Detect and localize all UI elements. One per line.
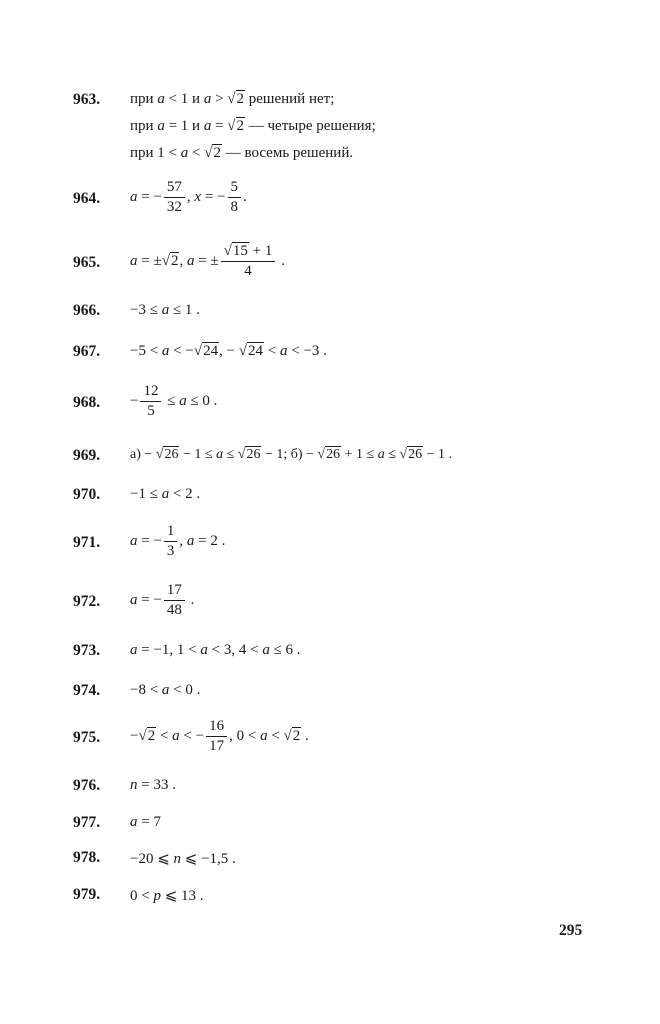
answer-body: a = − $\frac{17}{48}$ . — [130, 582, 195, 618]
problem-number: 966. — [73, 302, 101, 319]
problem-number: 978. — [73, 849, 101, 866]
sqrt: √2 — [161, 252, 179, 269]
problem-number: 976. — [73, 777, 101, 794]
page-number: 295 — [559, 922, 583, 939]
problem-number: 968. — [73, 394, 101, 411]
answer-line-2: при a = 1 и a = √2 — четыре решения; — [130, 115, 376, 138]
problem-number: 972. — [73, 593, 101, 610]
answer-body: a = ±√2, a = ± $\frac{√15 + 1}{4}$ . — [130, 243, 285, 279]
answer-body: a = −1, 1 < a < 3, 4 < a ≤ 6 . — [130, 642, 301, 658]
answer-body: a = 7 — [130, 814, 161, 830]
problem-number: 963. — [73, 91, 101, 108]
answer-body: −√2 < a < − $\frac{16}{17}$ , 0 < a < √2 . — [130, 718, 309, 754]
problem-number: 969. — [73, 447, 101, 464]
sqrt: √2 — [204, 145, 221, 161]
answer-line-3: при 1 < a < √2 — восемь решений. — [130, 142, 376, 165]
sqrt: √24 — [193, 343, 219, 359]
answer-body: −8 < a < 0 . — [130, 682, 201, 698]
sqrt: √26 — [317, 447, 341, 462]
fraction: $\frac{17}{48}$ — [164, 581, 185, 620]
answer-body: −3 ≤ a ≤ 1 . — [130, 302, 200, 318]
fraction: $\frac{12}{5}$ — [140, 382, 161, 421]
answer-body: −1 ≤ a < 2 . — [130, 486, 201, 502]
problem-number: 979. — [73, 886, 101, 903]
sqrt: √26 — [237, 447, 261, 462]
sqrt: √15 — [223, 243, 248, 259]
problem-number: 970. — [73, 486, 101, 503]
sqrt: √2 — [227, 118, 245, 134]
answer-body: а) − √26 − 1 ≤ a ≤ √26 − 1; б) − √26 + 1 ≤ a ≤ √26 − 1 . — [130, 447, 452, 462]
sqrt: √2 — [283, 727, 301, 744]
problem-number: 975. — [73, 729, 101, 746]
sqrt: √26 — [155, 447, 179, 462]
answer-body: n = 33 . — [130, 777, 176, 793]
problem-number: 967. — [73, 343, 101, 360]
answer-body: a = − $\frac{57}{32}$ , x = − $\frac{5}{8}$ . — [130, 179, 247, 215]
answer-body: − $\frac{12}{5}$ ≤ a ≤ 0 . — [130, 383, 218, 419]
problem-number: 971. — [73, 534, 101, 551]
sqrt: √26 — [399, 447, 423, 462]
sqrt: √2 — [227, 91, 245, 107]
sqrt: √24 — [238, 343, 264, 359]
sqrt: √2 — [138, 727, 156, 744]
problem-number: 977. — [73, 814, 101, 831]
problem-number: 965. — [73, 254, 101, 271]
answer-body: −20 ⩽ n ⩽ −1,5 . — [130, 851, 236, 867]
fraction: $\frac{1}{3}$ — [164, 522, 178, 561]
answer-line-1: при a < 1 и a > √2 решений нет; — [130, 88, 376, 111]
answer-body: −5 < a < −√24, − √24 < a < −3 . — [130, 343, 327, 359]
fraction: $\frac{5}{8}$ — [228, 178, 242, 217]
problem-number: 964. — [73, 190, 101, 207]
fraction: $\frac{16}{17}$ — [206, 717, 227, 756]
answer-body: 0 < p ⩽ 13 . — [130, 888, 204, 904]
problem-number: 974. — [73, 682, 101, 699]
answer-body — [130, 88, 376, 165]
fraction: $\frac{57}{32}$ — [164, 178, 185, 217]
answer-body: a = − $\frac{1}{3}$ , a = 2 . — [130, 523, 226, 559]
problem-number: 973. — [73, 642, 101, 659]
fraction: $\frac{√15 + 1}{4}$ — [221, 242, 276, 281]
